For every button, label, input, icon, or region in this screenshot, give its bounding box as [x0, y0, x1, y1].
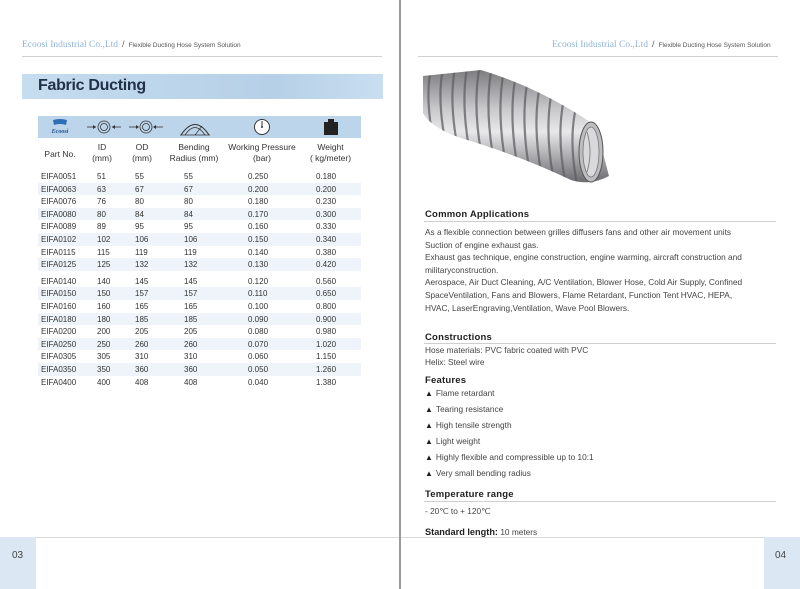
col-bending-radius: Bending Radius (mm): [169, 142, 219, 163]
col-working-pressure: Working Pressure (bar): [228, 142, 296, 163]
table-cell: 310: [135, 352, 149, 362]
header-separator: /: [122, 39, 125, 49]
fabric-duct-image: [421, 68, 617, 198]
weight-icon: [321, 118, 341, 136]
ecoosi-logo-icon: [45, 119, 75, 135]
table-cell: 0.160: [248, 222, 269, 232]
col-part-no: Part No.: [44, 149, 76, 159]
table-cell: EIFA0051: [41, 172, 77, 181]
header-separator: /: [652, 39, 655, 49]
header-rule: [418, 56, 778, 57]
id-diameter-cell: [83, 116, 125, 138]
table-cell: 0.340: [316, 234, 337, 244]
table-cell: 84: [135, 209, 144, 219]
header-tagline: Flexible Ducting Hose System Solution: [658, 42, 771, 49]
table-cell: 150: [97, 289, 111, 299]
table-cell: 119: [184, 247, 197, 257]
construction-line: Hose materials: PVC fabric coated with PVC: [425, 345, 589, 355]
table-cell: 0.380: [316, 247, 337, 257]
app-line: Exhaust gas technique, engine construction, engine warming, aircraft construction and: [425, 252, 742, 263]
app-line: SpaceVentilation, Fans and Blowers, Flame Retardant, Function Tent HVAC, HEPA,: [425, 289, 733, 300]
page-number: 03: [12, 550, 24, 561]
table-cell: 125: [97, 260, 111, 270]
table-cell: 0.230: [316, 197, 337, 207]
bullet-triangle-icon: ▲: [425, 468, 433, 478]
table-cell: 145: [184, 276, 198, 286]
table-cell: EIFA0400: [41, 377, 77, 387]
table-cell: 0.120: [248, 276, 269, 286]
table-cell: 95: [184, 222, 193, 232]
table-cell: 0.080: [248, 327, 269, 337]
table-cell: 0.100: [248, 301, 269, 311]
table-cell: 145: [135, 276, 149, 286]
table-row: [38, 338, 361, 351]
table-cell: 0.650: [316, 289, 337, 299]
table-cell: EIFA0180: [41, 314, 77, 324]
table-row: [38, 287, 361, 300]
table-cell: 119: [135, 247, 148, 257]
bending-radius-icon: [178, 118, 212, 136]
feature-label: Tearing resistance: [435, 403, 504, 414]
table-cell: 350: [97, 364, 111, 374]
outer-diameter-icon: [127, 120, 165, 134]
table-cell: 106: [184, 234, 198, 244]
table-cell: 260: [135, 339, 149, 349]
bullet-triangle-icon: ▲: [425, 404, 433, 414]
table-cell: 205: [135, 327, 149, 337]
table-cell: 0.420: [316, 260, 337, 270]
temperature-title: Temperature range: [425, 489, 514, 500]
table-cell: EIFA0102: [41, 234, 77, 244]
header-rule: [22, 56, 382, 57]
feature-item: [425, 388, 495, 398]
table-cell: 0.180: [316, 172, 337, 181]
table-cell: 0.250: [248, 172, 269, 181]
left-page: [0, 0, 399, 589]
pressure-cell: [224, 116, 300, 138]
feature-label: Flame retardant: [435, 388, 495, 398]
table-cell: 102: [97, 234, 111, 244]
table-cell: 67: [135, 184, 144, 194]
table-row: [38, 325, 361, 338]
table-row: [38, 233, 361, 246]
table-cell: 408: [184, 377, 198, 387]
section-rule: [424, 501, 776, 502]
table-cell: 55: [135, 172, 144, 181]
table-cell: 165: [184, 301, 198, 311]
table-cell: 180: [97, 314, 111, 324]
table-cell: 132: [184, 260, 198, 270]
feature-label: Very small bending radius: [435, 467, 531, 478]
product-photo: [421, 68, 617, 198]
spec-table: [38, 170, 361, 388]
table-cell: 185: [184, 314, 198, 324]
table-cell: 0.200: [248, 184, 269, 194]
table-cell: 89: [97, 222, 106, 232]
section-rule: [424, 343, 776, 344]
table-cell: 205: [184, 327, 198, 337]
pressure-gauge-icon: [253, 118, 271, 136]
table-cell: 0.180: [248, 197, 269, 207]
table-cell: 0.170: [248, 209, 269, 219]
table-cell: 305: [97, 352, 111, 362]
company-name: Ecoosi Industrial Co.,Ltd: [552, 40, 649, 50]
footer-rule: [36, 537, 399, 538]
common-applications-text: [425, 226, 780, 314]
table-cell: 80: [97, 209, 106, 219]
bullet-triangle-icon: ▲: [425, 436, 433, 446]
table-cell: EIFA0150: [41, 289, 77, 299]
col-weight: Weight ( kg/meter): [309, 142, 352, 163]
table-cell: 310: [184, 352, 198, 362]
app-line: HVAC, LaserEngraving,Ventilation, Wave Pool Blowers.: [425, 302, 630, 313]
table-row: [38, 246, 361, 259]
section-rule: [424, 221, 776, 222]
table-cell: 63: [97, 184, 106, 194]
page-header: [22, 39, 241, 50]
title-band: [22, 74, 383, 99]
table-cell: 1.020: [316, 339, 337, 349]
table-cell: 76: [97, 197, 106, 207]
standard-length-label: Standard length:: [425, 527, 498, 537]
table-row: [38, 350, 361, 363]
spec-icon-strip: [38, 116, 361, 138]
table-cell: 360: [135, 364, 149, 374]
table-row: [38, 195, 361, 208]
table-cell: 0.900: [316, 314, 337, 324]
page-header-right: [552, 39, 771, 50]
table-cell: 408: [135, 377, 149, 387]
feature-item: [425, 404, 503, 414]
table-cell: 0.130: [248, 260, 269, 270]
company-name: Ecoosi Industrial Co.,Ltd: [22, 40, 119, 50]
table-cell: 0.050: [248, 364, 269, 374]
table-cell: EIFA0160: [41, 301, 77, 311]
table-row: [38, 170, 361, 183]
feature-item: [425, 452, 594, 462]
page-title: Fabric Ducting: [38, 77, 146, 94]
table-cell: 165: [135, 301, 149, 311]
table-cell: 1.150: [316, 352, 337, 362]
table-cell: 84: [184, 209, 193, 219]
inner-diameter-icon: [85, 120, 123, 134]
feature-label: Light weight: [435, 435, 481, 446]
app-line: militaryconstruction.: [425, 264, 499, 275]
table-row: [38, 183, 361, 196]
table-cell: 0.140: [248, 247, 269, 257]
table-cell: 55: [184, 172, 193, 181]
temperature-value: - 20℃ to + 120℃: [425, 506, 491, 516]
feature-label: High tensile strength: [435, 419, 512, 430]
table-cell: 200: [97, 327, 111, 337]
od-diameter-cell: [126, 116, 166, 138]
page-corner-box: [0, 537, 36, 589]
table-cell: 185: [135, 314, 149, 324]
standard-length-value: 10 meters: [500, 527, 538, 537]
table-cell: 157: [135, 289, 149, 299]
table-cell: 132: [135, 260, 149, 270]
header-tagline: Flexible Ducting Hose System Solution: [128, 42, 241, 49]
table-cell: EIFA0305: [41, 352, 77, 362]
bullet-triangle-icon: ▲: [425, 452, 433, 462]
table-row: [38, 363, 361, 376]
table-cell: 95: [135, 222, 144, 232]
construction-line: Helix: Steel wire: [425, 356, 485, 367]
table-cell: 260: [184, 339, 198, 349]
col-od: OD (mm): [132, 142, 152, 163]
table-cell: 0.800: [316, 301, 337, 311]
table-cell: 51: [97, 172, 106, 181]
page-corner-box: [764, 537, 800, 589]
table-cell: 160: [97, 301, 111, 311]
weight-cell: [300, 116, 361, 138]
table-cell: 0.300: [316, 209, 337, 219]
table-cell: 80: [135, 197, 144, 207]
table-row: [38, 258, 361, 271]
table-cell: 0.070: [248, 339, 269, 349]
table-cell: EIFA0080: [41, 209, 77, 219]
bullet-triangle-icon: ▲: [425, 420, 433, 430]
constructions-text: [425, 345, 780, 368]
table-cell: EIFA0089: [41, 222, 77, 232]
page-number: 04: [775, 550, 787, 561]
table-cell: 0.980: [316, 327, 337, 337]
table-row: [38, 376, 361, 389]
table-cell: EIFA0076: [41, 197, 77, 207]
table-cell: 67: [184, 184, 193, 194]
feature-item: [425, 420, 512, 430]
table-cell: 0.060: [248, 352, 269, 362]
feature-item: [425, 436, 480, 446]
table-cell: 0.330: [316, 222, 337, 232]
footer-rule: [401, 537, 764, 538]
col-id: ID (mm): [92, 142, 112, 163]
table-cell: 140: [97, 276, 111, 286]
table-cell: 0.200: [316, 184, 337, 194]
table-row: [38, 300, 361, 313]
feature-label: Highly flexible and compressible up to 10:1: [435, 451, 594, 462]
table-cell: 106: [135, 234, 149, 244]
bullet-triangle-icon: ▲: [425, 389, 433, 398]
table-cell: 0.040: [248, 377, 269, 387]
common-applications-title: Common Applications: [425, 209, 530, 220]
table-row: [38, 313, 361, 326]
table-cell: 360: [184, 364, 198, 374]
table-cell: 0.110: [248, 289, 268, 299]
table-cell: EIFA0125: [41, 260, 77, 270]
table-cell: 80: [184, 197, 193, 207]
features-title: Features: [425, 375, 467, 386]
table-cell: 1.260: [316, 364, 337, 374]
table-cell: 1.380: [316, 377, 337, 387]
app-line: As a flexible connection between grilles diffusers fans and other air movement units: [425, 227, 732, 237]
app-line: Suction of engine exhaust gas.: [425, 239, 539, 250]
table-cell: EIFA0063: [41, 184, 77, 194]
bend-radius-cell: [166, 116, 224, 138]
table-cell: EIFA0250: [41, 339, 77, 349]
table-cell: EIFA0200: [41, 327, 77, 337]
brand-logo: [38, 116, 82, 138]
constructions-title: Constructions: [425, 332, 492, 343]
table-cell: 0.150: [248, 234, 269, 244]
feature-item: [425, 468, 531, 478]
table-row: [38, 220, 361, 233]
table-cell: 0.560: [316, 276, 337, 286]
table-cell: 157: [184, 289, 198, 299]
table-cell: EIFA0140: [41, 276, 77, 286]
table-cell: 250: [97, 339, 111, 349]
table-cell: EIFA0350: [41, 364, 77, 374]
table-cell: 0.090: [248, 314, 269, 324]
logo-text: Ecoosi: [51, 129, 69, 135]
table-row: [38, 208, 361, 221]
table-cell: 400: [97, 377, 111, 387]
table-cell: 115: [97, 247, 110, 257]
app-line: Aerospace, Air Duct Cleaning, A/C Ventilation, Blower Hose, Cold Air Supply, Confined: [425, 277, 743, 288]
table-row: [38, 275, 361, 288]
table-cell: EIFA0115: [41, 247, 76, 257]
